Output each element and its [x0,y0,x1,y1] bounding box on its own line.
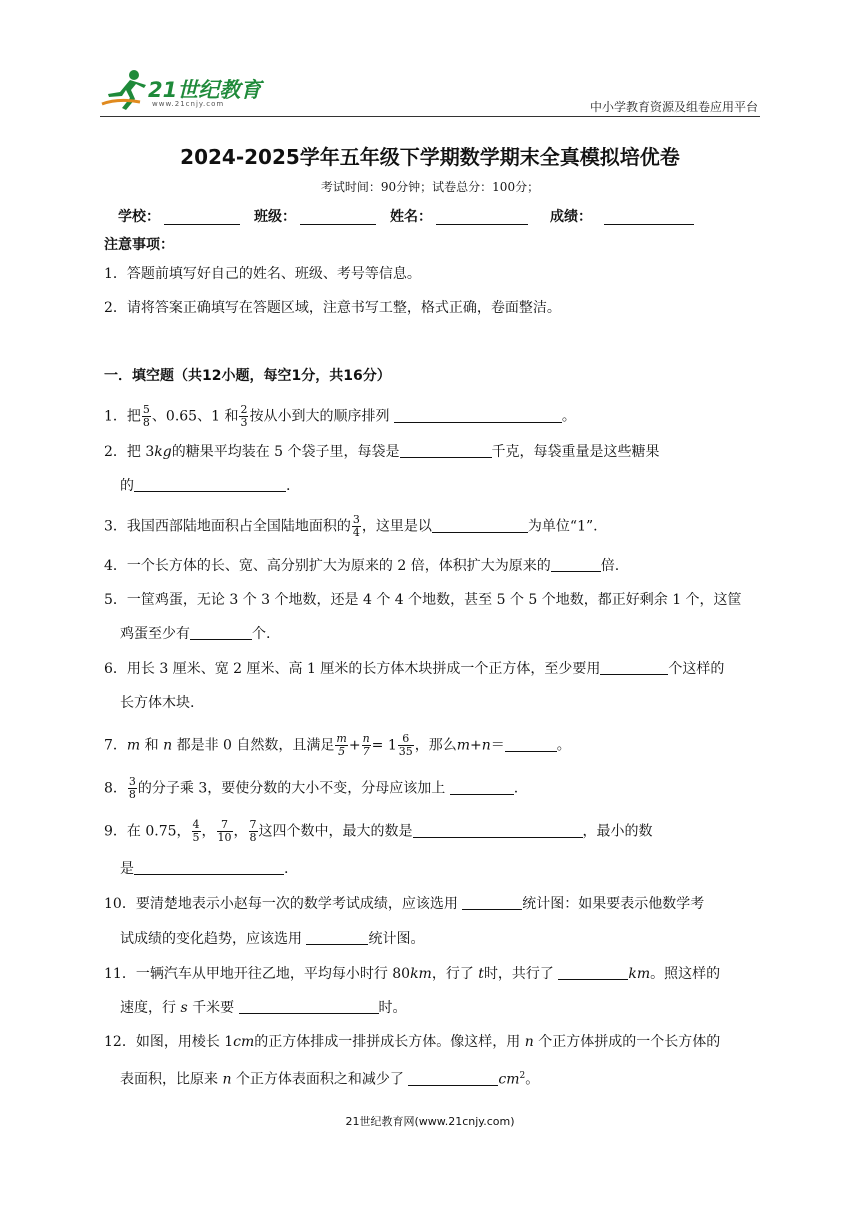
question-8: 8． $\frac{3}{8}$ 的分子乘 3，要使分数的大小不变，分母应该加上 . [104,775,519,801]
class-label: 班级： [254,209,296,225]
fraction: $\frac{3}{8}$ [128,775,136,801]
fraction: $\frac{4}{5}$ [192,818,200,844]
question-4: 4．一个长方体的长、宽、高分别扩大为原来的 2 倍，体积扩大为原来的 倍. [104,558,620,574]
answer-blank[interactable] [239,999,379,1014]
answer-blank[interactable] [600,660,668,675]
fraction: $\frac{7}{8}$ [249,818,257,844]
section-heading: 一．填空题（共12小题，每空1分，共16分） [104,368,391,384]
note-item: 2．请将答案正确填写在答题区域，注意书写工整，格式正确，卷面整洁。 [104,300,561,316]
fraction: $\frac{2}{3}$ [240,403,248,429]
question-6-cont: 长方体木块. [120,695,195,711]
answer-blank[interactable] [432,518,528,533]
answer-blank[interactable] [408,1071,498,1086]
exam-subtitle: 考试时间：90分钟；试卷总分：100分； [320,180,540,194]
name-field[interactable] [436,210,528,225]
score-label: 成绩： [550,209,592,225]
question-5-cont: 鸡蛋至少有 个. [120,626,271,642]
question-12-cont: 表面积，比原来 n 个正方体表面积之和减少了 $cm^2$。 [120,1071,540,1088]
answer-blank[interactable] [558,965,628,980]
question-2-cont: 的 . [120,478,291,494]
answer-blank[interactable] [134,860,284,875]
question-6: 6．用长 3 厘米、宽 2 厘米、高 1 厘米的长方体木块拼成一个正方体，至少要用 个这样的 [104,661,725,677]
logo [100,66,270,114]
exam-title: 2024-2025学年五年级下学期数学期末全真模拟培优卷 [180,145,680,169]
question-9: 9．在 0.75， $\frac{4}{5}$ ， $\frac{7}{10}$ ， $\frac{7}{8}$ 这四个数中，最大的数是 ，最小的数 [104,818,653,844]
question-9-cont: 是 . [120,861,289,877]
fraction: $\frac{7}{10}$ [217,818,232,844]
note-item: 1．答题前填写好自己的姓名、班级、考号等信息。 [104,266,421,282]
logo-url: www.21cnjy.com [152,100,225,108]
answer-blank[interactable] [306,930,368,945]
fraction: $\frac{6}{35}$ [398,732,413,758]
question-7: 7．m 和 n 都是非 0 自然数，且满足 $\frac{m}{5}$ + $\frac{n}{7}$ = 1 $\frac{6}{35}$ ，那么m+n＝ 。 [104,732,571,758]
page-header [100,66,760,117]
notes-heading: 注意事项： [104,237,174,253]
question-10-cont: 试成绩的变化趋势，应该选用 统计图。 [120,931,425,947]
answer-blank[interactable] [400,443,492,458]
name-label: 姓名： [390,209,432,225]
question-2: 2．把 3kg的糖果平均装在 5 个袋子里，每袋是 千克，每袋重量是这些糖果 [104,444,660,460]
question-5: 5．一筐鸡蛋，无论 3 个 3 个地数，还是 4 个 4 个地数，甚至 5 个 5 个地数，都正好剩余 1 个，这筐 [104,592,742,608]
question-10: 10．要清楚地表示小赵每一次的数学考试成绩，应该选用 统计图：如果要表示他数学考 [104,896,705,912]
question-12: 12．如图，用棱长 1cm的正方体排成一排拼成长方体。像这样，用 n 个正方体拼成的一个长方体的 [104,1034,721,1050]
question-11: 11．一辆汽车从甲地开往乙地，平均每小时行 80km，行了 t时，共行了 km。照这样的 [104,966,721,982]
fraction: $\frac{n}{7}$ [362,732,370,758]
class-field[interactable] [300,210,376,225]
answer-blank[interactable] [190,625,252,640]
question-11-cont: 速度，行 s 千米要 时。 [120,1000,407,1016]
answer-blank[interactable] [134,477,286,492]
score-field[interactable] [604,210,694,225]
logo-text: 21世纪教育 [148,78,262,102]
question-1: 1．把 $\frac{5}{8}$ 、0.65、1 和 $\frac{2}{3}$ 按从小到大的顺序排列 。 [104,403,576,429]
runner-logo-icon [100,68,150,112]
fraction: $\frac{m}{5}$ [336,732,347,758]
page-footer: 21世纪教育网(www.21cnjy.com) [345,1115,515,1128]
school-field[interactable] [164,210,240,225]
answer-blank[interactable] [450,780,514,795]
fraction: $\frac{3}{4}$ [352,513,360,539]
question-3: 3．我国西部陆地面积占全国陆地面积的 $\frac{3}{4}$ ，这里是以 为单位“1”. [104,513,598,539]
answer-blank[interactable] [413,823,583,838]
school-label: 学校： [118,209,160,225]
platform-label: 中小学教育资源及组卷应用平台 [589,100,758,114]
answer-blank[interactable] [394,408,562,423]
fraction: $\frac{5}{8}$ [142,403,150,429]
answer-blank[interactable] [505,737,557,752]
answer-blank[interactable] [551,557,601,572]
answer-blank[interactable] [462,895,522,910]
